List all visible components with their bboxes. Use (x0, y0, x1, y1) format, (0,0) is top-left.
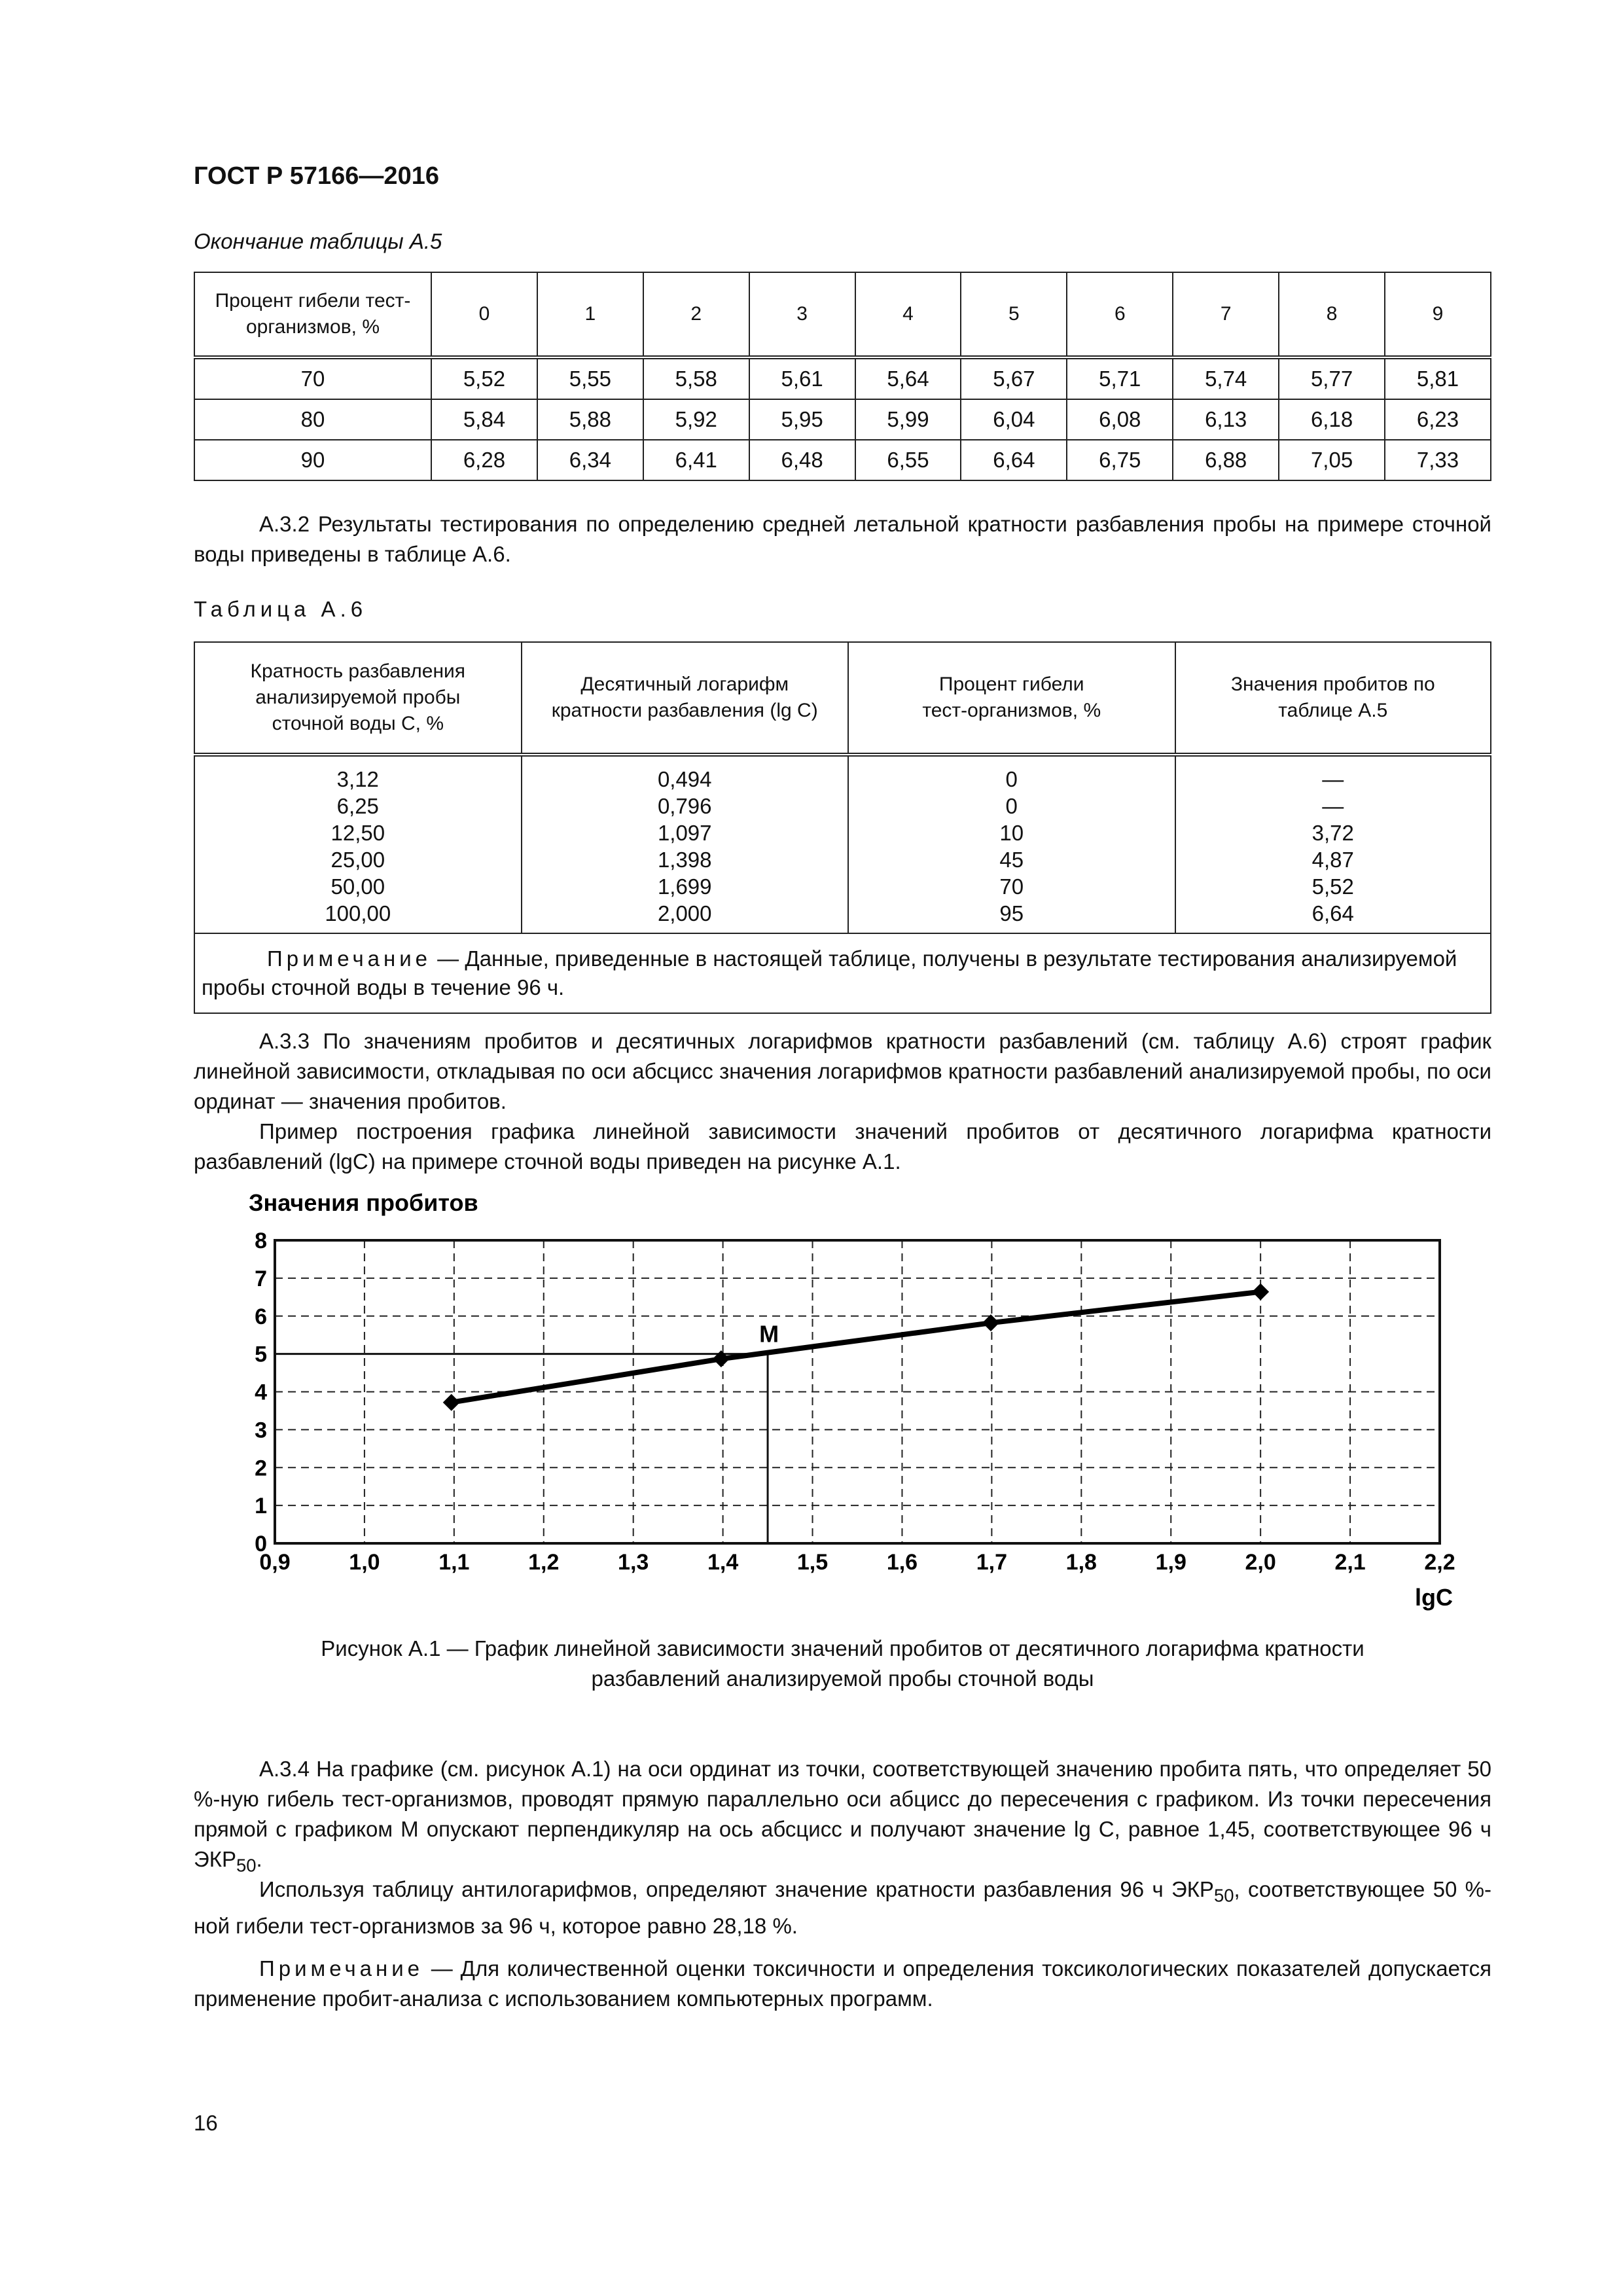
row-label: 90 (194, 440, 431, 480)
table-cell: 5,92 (643, 399, 749, 440)
table-row (194, 399, 1491, 440)
y-axis-label: Значения пробитов (249, 1189, 478, 1216)
table-a5 (194, 272, 1491, 481)
x-tick-label: 1,4 (707, 1550, 739, 1575)
y-tick-label: 6 (255, 1304, 267, 1329)
row-label: 80 (194, 399, 431, 440)
x-tick-label: 1,1 (438, 1550, 470, 1575)
table-cell: 5,74 (1173, 357, 1279, 399)
table-cell: 6,23 (1385, 399, 1491, 440)
table-cell: 0 (1005, 793, 1018, 818)
table-cell: 5,77 (1279, 357, 1385, 399)
chart-ticks (255, 1229, 1455, 1575)
column-header: 0 (431, 272, 537, 357)
data-point-marker (713, 1350, 730, 1367)
subscript-50: 50 (1213, 1885, 1234, 1906)
x-tick-label: 2,0 (1245, 1550, 1276, 1575)
row-header-cell: Процент гибели тест-организмов, % (194, 272, 431, 357)
table-cell: 6,64 (961, 440, 1067, 480)
table-cell: 5,67 (961, 357, 1067, 399)
table-cell: — (1322, 766, 1344, 791)
page-number: 16 (194, 2111, 218, 2135)
column-header: 2 (643, 272, 749, 357)
column-header: 5 (961, 272, 1067, 357)
figure-caption (194, 1634, 1491, 1694)
column-header: 4 (855, 272, 961, 357)
subscript-50: 50 (236, 1855, 257, 1876)
table-body-row (194, 755, 1491, 933)
table-cell: 95 (999, 901, 1024, 925)
table-cell: 6,75 (1067, 440, 1173, 480)
table-cell: — (1322, 793, 1344, 818)
document-header: ГОСТ Р 57166—2016 (194, 162, 439, 190)
table-cell: 6,48 (749, 440, 855, 480)
data-point-marker (1252, 1283, 1269, 1300)
paragraph-a34-end: . (256, 1847, 262, 1871)
table-cell: 0,796 (657, 793, 712, 818)
column-header: Кратность разбавления анализируемой пробы сточной воды С, % (194, 642, 522, 755)
y-tick-label: 4 (255, 1380, 267, 1405)
paragraph-a32: А.3.2 Результаты тестирования по определению средней летальной кратности разбавления пробы на примере сточной воды приведены в таблице А.6. (194, 512, 1491, 566)
y-tick-label: 0 (255, 1532, 267, 1556)
table-cell: 50,00 (330, 874, 385, 899)
x-tick-label: 1,5 (796, 1550, 829, 1575)
table-a6 (194, 641, 1491, 1014)
table-continuation-caption: Окончание таблицы А.5 (194, 229, 442, 253)
y-tick-label: 8 (255, 1229, 267, 1253)
x-tick-label: 2,2 (1424, 1550, 1455, 1575)
table-cell: 6,04 (961, 399, 1067, 440)
x-tick-label: 1,2 (528, 1550, 560, 1575)
table-note-row (194, 933, 1491, 1013)
table-cell: 5,84 (431, 399, 537, 440)
table-cell: 6,08 (1067, 399, 1173, 440)
table-cell: 5,64 (855, 357, 961, 399)
x-tick-label: 1,7 (976, 1550, 1008, 1575)
table-note (194, 933, 1491, 1013)
intersection-label-m: M (759, 1320, 779, 1348)
paragraph-antilog (194, 1874, 1491, 1941)
x-axis-label: lgC (1415, 1584, 1453, 1611)
table-cell: 10 (999, 820, 1024, 845)
table-cell: 25,00 (330, 847, 385, 872)
column-header: Значения пробитов по таблице А.5 (1175, 642, 1491, 755)
y-tick-label: 5 (255, 1342, 267, 1367)
table-a6-title: Таблица А.6 (194, 597, 368, 621)
table-cell: 3,72 (1311, 820, 1354, 845)
y-tick-label: 3 (255, 1418, 267, 1443)
figure-caption-line: разбавлений анализируемой пробы сточной воды (591, 1666, 1094, 1691)
table-cell: 12,50 (330, 820, 385, 845)
paragraph-antilog-text: Используя таблицу антилогарифмов, определяют значение кратности разбавления 96 ч ЭКР (259, 1877, 1214, 1901)
table-header-row (194, 272, 1491, 357)
data-point-marker (982, 1314, 999, 1331)
column-header: 9 (1385, 272, 1491, 357)
figure-caption-line: Рисунок А.1 — График линейной зависимости значений пробитов от десятичного логарифма кратности (321, 1636, 1364, 1660)
note-text: — Для количественной оценки токсичности и определения токсикологических показателей допускается применение пробит-анализа с использованием компьютерных программ. (194, 1956, 1491, 2011)
table-cell: 70 (999, 874, 1024, 899)
final-note (194, 1954, 1491, 2014)
table-row (194, 357, 1491, 399)
x-tick-label: 1,0 (349, 1550, 380, 1575)
table-cell: 2,000 (657, 901, 712, 925)
x-tick-label: 1,8 (1065, 1550, 1097, 1575)
table-cell: 5,71 (1067, 357, 1173, 399)
probit-column (1175, 755, 1491, 933)
table-cell: 6,28 (431, 440, 537, 480)
y-tick-label: 7 (255, 1266, 267, 1291)
table-cell: 0 (1005, 766, 1018, 791)
table-cell: 6,64 (1311, 901, 1354, 925)
table-cell: 7,05 (1279, 440, 1385, 480)
table-cell: 0,494 (657, 766, 712, 791)
column-header: 3 (749, 272, 855, 357)
mortality-column (848, 755, 1175, 933)
table-cell: 1,097 (657, 820, 712, 845)
table-cell: 6,88 (1173, 440, 1279, 480)
row-label: 70 (194, 357, 431, 399)
column-header: 1 (537, 272, 643, 357)
column-header: Десятичный логарифм кратности разбавления (lg С) (522, 642, 848, 755)
x-tick-label: 2,1 (1334, 1550, 1366, 1575)
x-tick-label: 1,3 (618, 1550, 649, 1575)
paragraph-antilog-end: , соответствующее 50 %-ной гибели тест-организмов за 96 ч, которое равно 28,18 %. (194, 1877, 1491, 1938)
table-cell: 5,81 (1385, 357, 1491, 399)
table-cell: 6,34 (537, 440, 643, 480)
column-header: 7 (1173, 272, 1279, 357)
y-tick-label: 1 (255, 1494, 267, 1519)
data-point-marker (443, 1394, 460, 1411)
column-header: Процент гибели тест-организмов, % (848, 642, 1175, 755)
table-cell: 6,41 (643, 440, 749, 480)
table-cell: 5,58 (643, 357, 749, 399)
x-tick-label: 1,9 (1155, 1550, 1186, 1575)
table-cell: 100,00 (325, 901, 391, 925)
m-construction-lines (275, 1354, 768, 1543)
paragraph-a33: А.3.3 По значениям пробитов и десятичных логарифмов кратности разбавлений (см. таблицу А.6) строят график линейной зависимости, откладывая по оси абсцисс значения логарифмов кратности разбавлений анализируемой пробы, по оси ординат — значения пробитов. (194, 1029, 1491, 1113)
table-header-row (194, 642, 1491, 755)
table-cell: 6,25 (336, 793, 379, 818)
table-cell: 5,52 (431, 357, 537, 399)
y-tick-label: 2 (255, 1456, 267, 1481)
table-cell: 5,55 (537, 357, 643, 399)
chart-grid (275, 1240, 1440, 1543)
paragraph-a34-text: А.3.4 На графике (см. рисунок А.1) на оси ординат из точки, соответствующей значению пробита пять, что определяет 50 %-ную гибель тест-организмов, проводят прямую параллельно оси абцисс до пересечения с графиком. Из точки пересечения прямой с графиком М опускают перпендикуляр на ось абсцисс и получают значение lg С, равное 1,45, соответствующее 96 ч ЭКР (194, 1757, 1491, 1871)
x-tick-label: 0,9 (259, 1550, 291, 1575)
column-header: 8 (1279, 272, 1385, 357)
column-header: 6 (1067, 272, 1173, 357)
table-cell: 5,88 (537, 399, 643, 440)
paragraph-example: Пример построения графика линейной зависимости значений пробитов от десятичного логарифма кратности разбавлений (lgC) на примере сточной воды приведен на рисунке А.1. (194, 1119, 1491, 1174)
x-tick-label: 1,6 (886, 1550, 918, 1575)
table-cell: 6,13 (1173, 399, 1279, 440)
table-cell: 5,95 (749, 399, 855, 440)
table-cell: 1,398 (657, 847, 712, 872)
table-cell: 3,12 (336, 766, 379, 791)
probit-chart (236, 1185, 1479, 1617)
table-cell: 5,52 (1311, 874, 1354, 899)
note-label: Примечание (259, 1956, 424, 1981)
table-cell: 5,61 (749, 357, 855, 399)
table-cell: 4,87 (1311, 847, 1354, 872)
note-text: — Данные, приведенные в настоящей таблице, получены в результате тестирования анализируемой пробы сточной воды в течение 96 ч. (202, 946, 1457, 999)
dilution-column (194, 755, 522, 933)
table-cell: 6,55 (855, 440, 961, 480)
table-row (194, 440, 1491, 480)
note-label: Примечание (267, 946, 432, 971)
table-cell: 5,99 (855, 399, 961, 440)
log-column (522, 755, 848, 933)
table-cell: 6,18 (1279, 399, 1385, 440)
paragraph-a34 (194, 1754, 1491, 1881)
table-cell: 45 (999, 847, 1024, 872)
table-cell: 7,33 (1385, 440, 1491, 480)
table-cell: 1,699 (657, 874, 712, 899)
series-line (452, 1292, 1260, 1403)
